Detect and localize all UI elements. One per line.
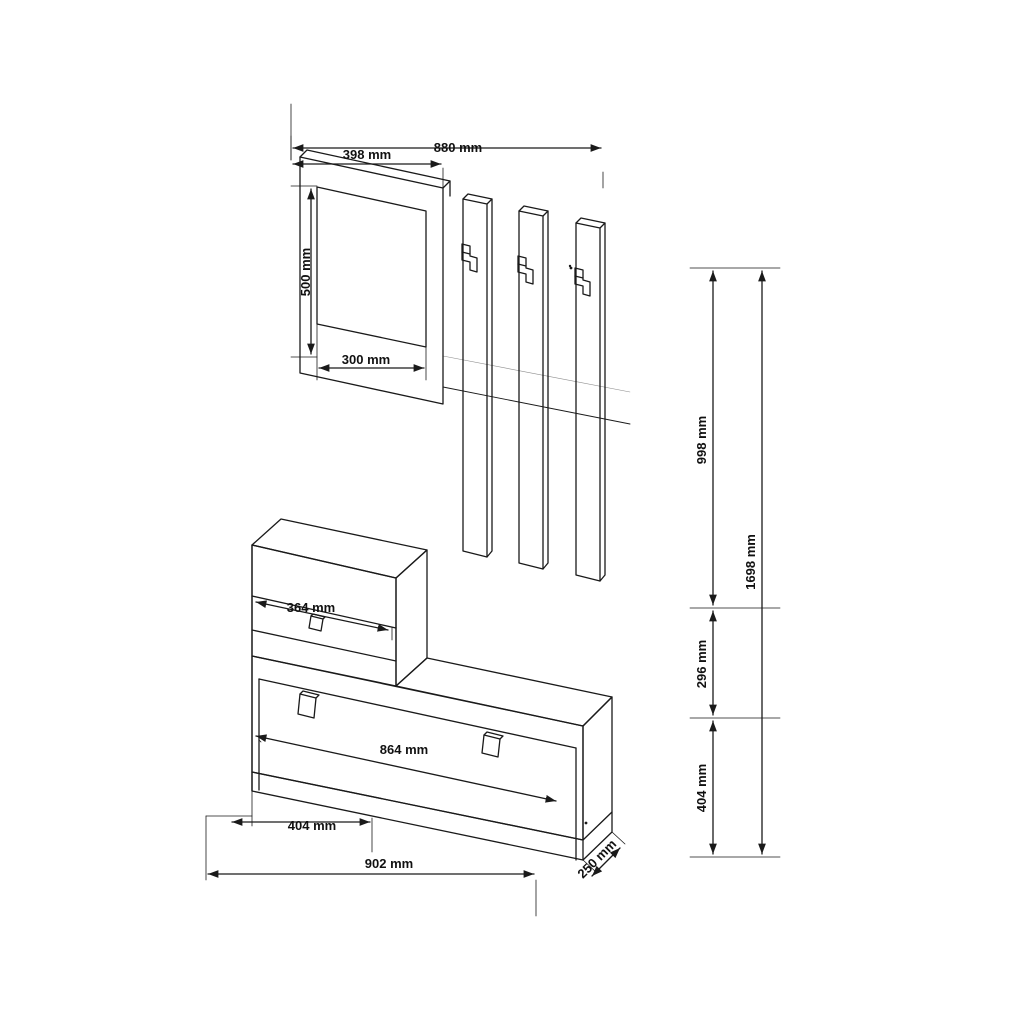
hook-rail-1-hook [462,244,477,272]
dim-label-398: 398 mm [342,147,392,162]
coat-hook-rails [443,194,630,581]
dim-label-364: 364 mm [286,600,336,615]
dim-label-880: 880 mm [433,140,483,155]
shoe-cabinet [252,519,612,860]
dim-label-250: 250 mm [574,836,620,882]
dim-label-404-height: 404 mm [694,763,709,813]
dim-label-998: 998 mm [694,415,709,465]
dim-label-902: 902 mm [364,856,414,871]
dim-label-300: 300 mm [341,352,391,367]
dim-label-864: 864 mm [379,742,429,757]
dim-label-1698: 1698 mm [743,534,758,590]
dim-label-296: 296 mm [694,639,709,689]
hook-rail-2-hook [518,256,533,284]
hook-rail-3-hook [570,267,590,296]
dim-label-500: 500 mm [298,247,313,297]
dim-label-404-width: 404 mm [287,818,337,833]
